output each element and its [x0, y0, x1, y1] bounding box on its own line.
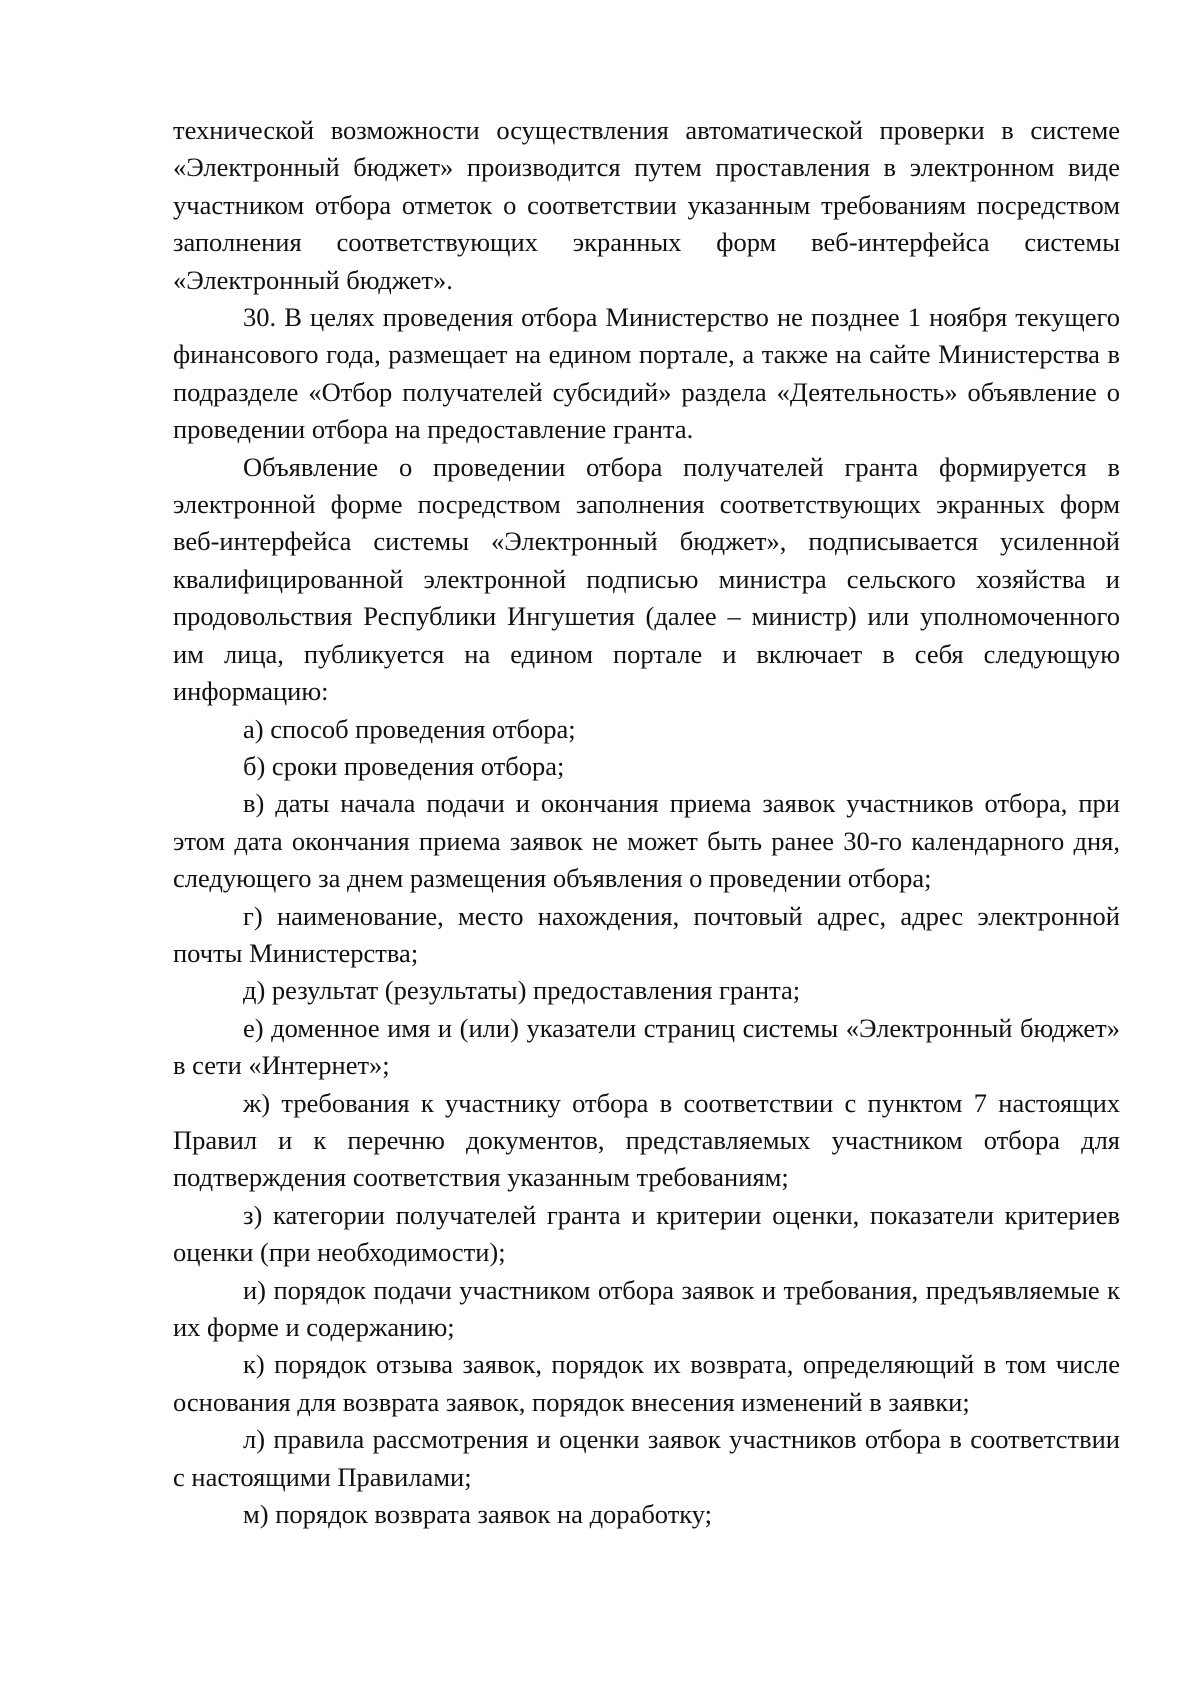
list-item-b: б) сроки проведения отбора; — [243, 750, 565, 781]
list-item-a: а) способ проведения отбора; — [243, 713, 576, 744]
list-item-v: в) даты начала подачи и окончания приема заявок участников отбора, при этом дата окончания приема заявок не может быть ранее 30-го календарного дня, следующего за днем размещения объявления о проведении отбора; — [173, 788, 1120, 894]
list-item-zh: ж) требования к участнику отбора в соответствии с пунктом 7 настоящих Правил и к перечню документов, представляемых участником отбора для подтверждения соответствия указанным требованиям; — [173, 1087, 1120, 1193]
paragraph-item-30: 30. В целях проведения отбора Министерство не позднее 1 ноября текущего финансового года, размещает на едином портале, а также на сайте Министерства в подразделе «Отбор получателей субсидий» раздела «Деятельность» объявление о проведении отбора на предоставление гранта. — [173, 302, 1120, 445]
paragraph-continuation: технической возможности осуществления автоматической проверки в системе «Электронный бюджет» производится путем проставления в электронном виде участником отбора отметок о соответствии указанным требованиям посредством заполнения соответствующих экранных форм веб-интерфейса системы «Электронный бюджет». — [173, 115, 1120, 295]
list-item-k: к) порядок отзыва заявок, порядок их возврата, определяющий в том числе основания для возврата заявок, порядок внесения изменений в заявки; — [173, 1349, 1120, 1417]
list-item-l: л) правила рассмотрения и оценки заявок участников отбора в соответствии с настоящими Правилами; — [173, 1424, 1120, 1492]
list-item-i: и) порядок подачи участником отбора заявок и требования, предъявляемые к их форме и содержанию; — [173, 1274, 1120, 1342]
list-item-g: г) наименование, место нахождения, почтовый адрес, адрес электронной почты Министерства; — [173, 900, 1120, 968]
list-item-e: е) доменное имя и (или) указатели страниц системы «Электронный бюджет» в сети «Интернет»; — [173, 1012, 1120, 1081]
list-item-z: з) категории получателей гранта и критерии оценки, показатели критериев оценки (при необходимости); — [173, 1199, 1120, 1268]
document-page — [173, 112, 1120, 1533]
list-item-d: д) результат (результаты) предоставления гранта; — [243, 975, 801, 1006]
paragraph-announcement: Объявление о проведении отбора получателей гранта формируется в электронной форме посредством заполнения соответствующих экранных форм веб-интерфейса системы «Электронный бюджет», подписывается усиленной квалифицированной электронной подписью министра сельского хозяйства и продовольствия Республики Ингушетия (далее – министр) или уполномоченного им лица, публикуется на едином портале и включает в себя следующую информацию: — [173, 451, 1120, 707]
list-item-m: м) порядок возврата заявок на доработку; — [243, 1499, 713, 1530]
